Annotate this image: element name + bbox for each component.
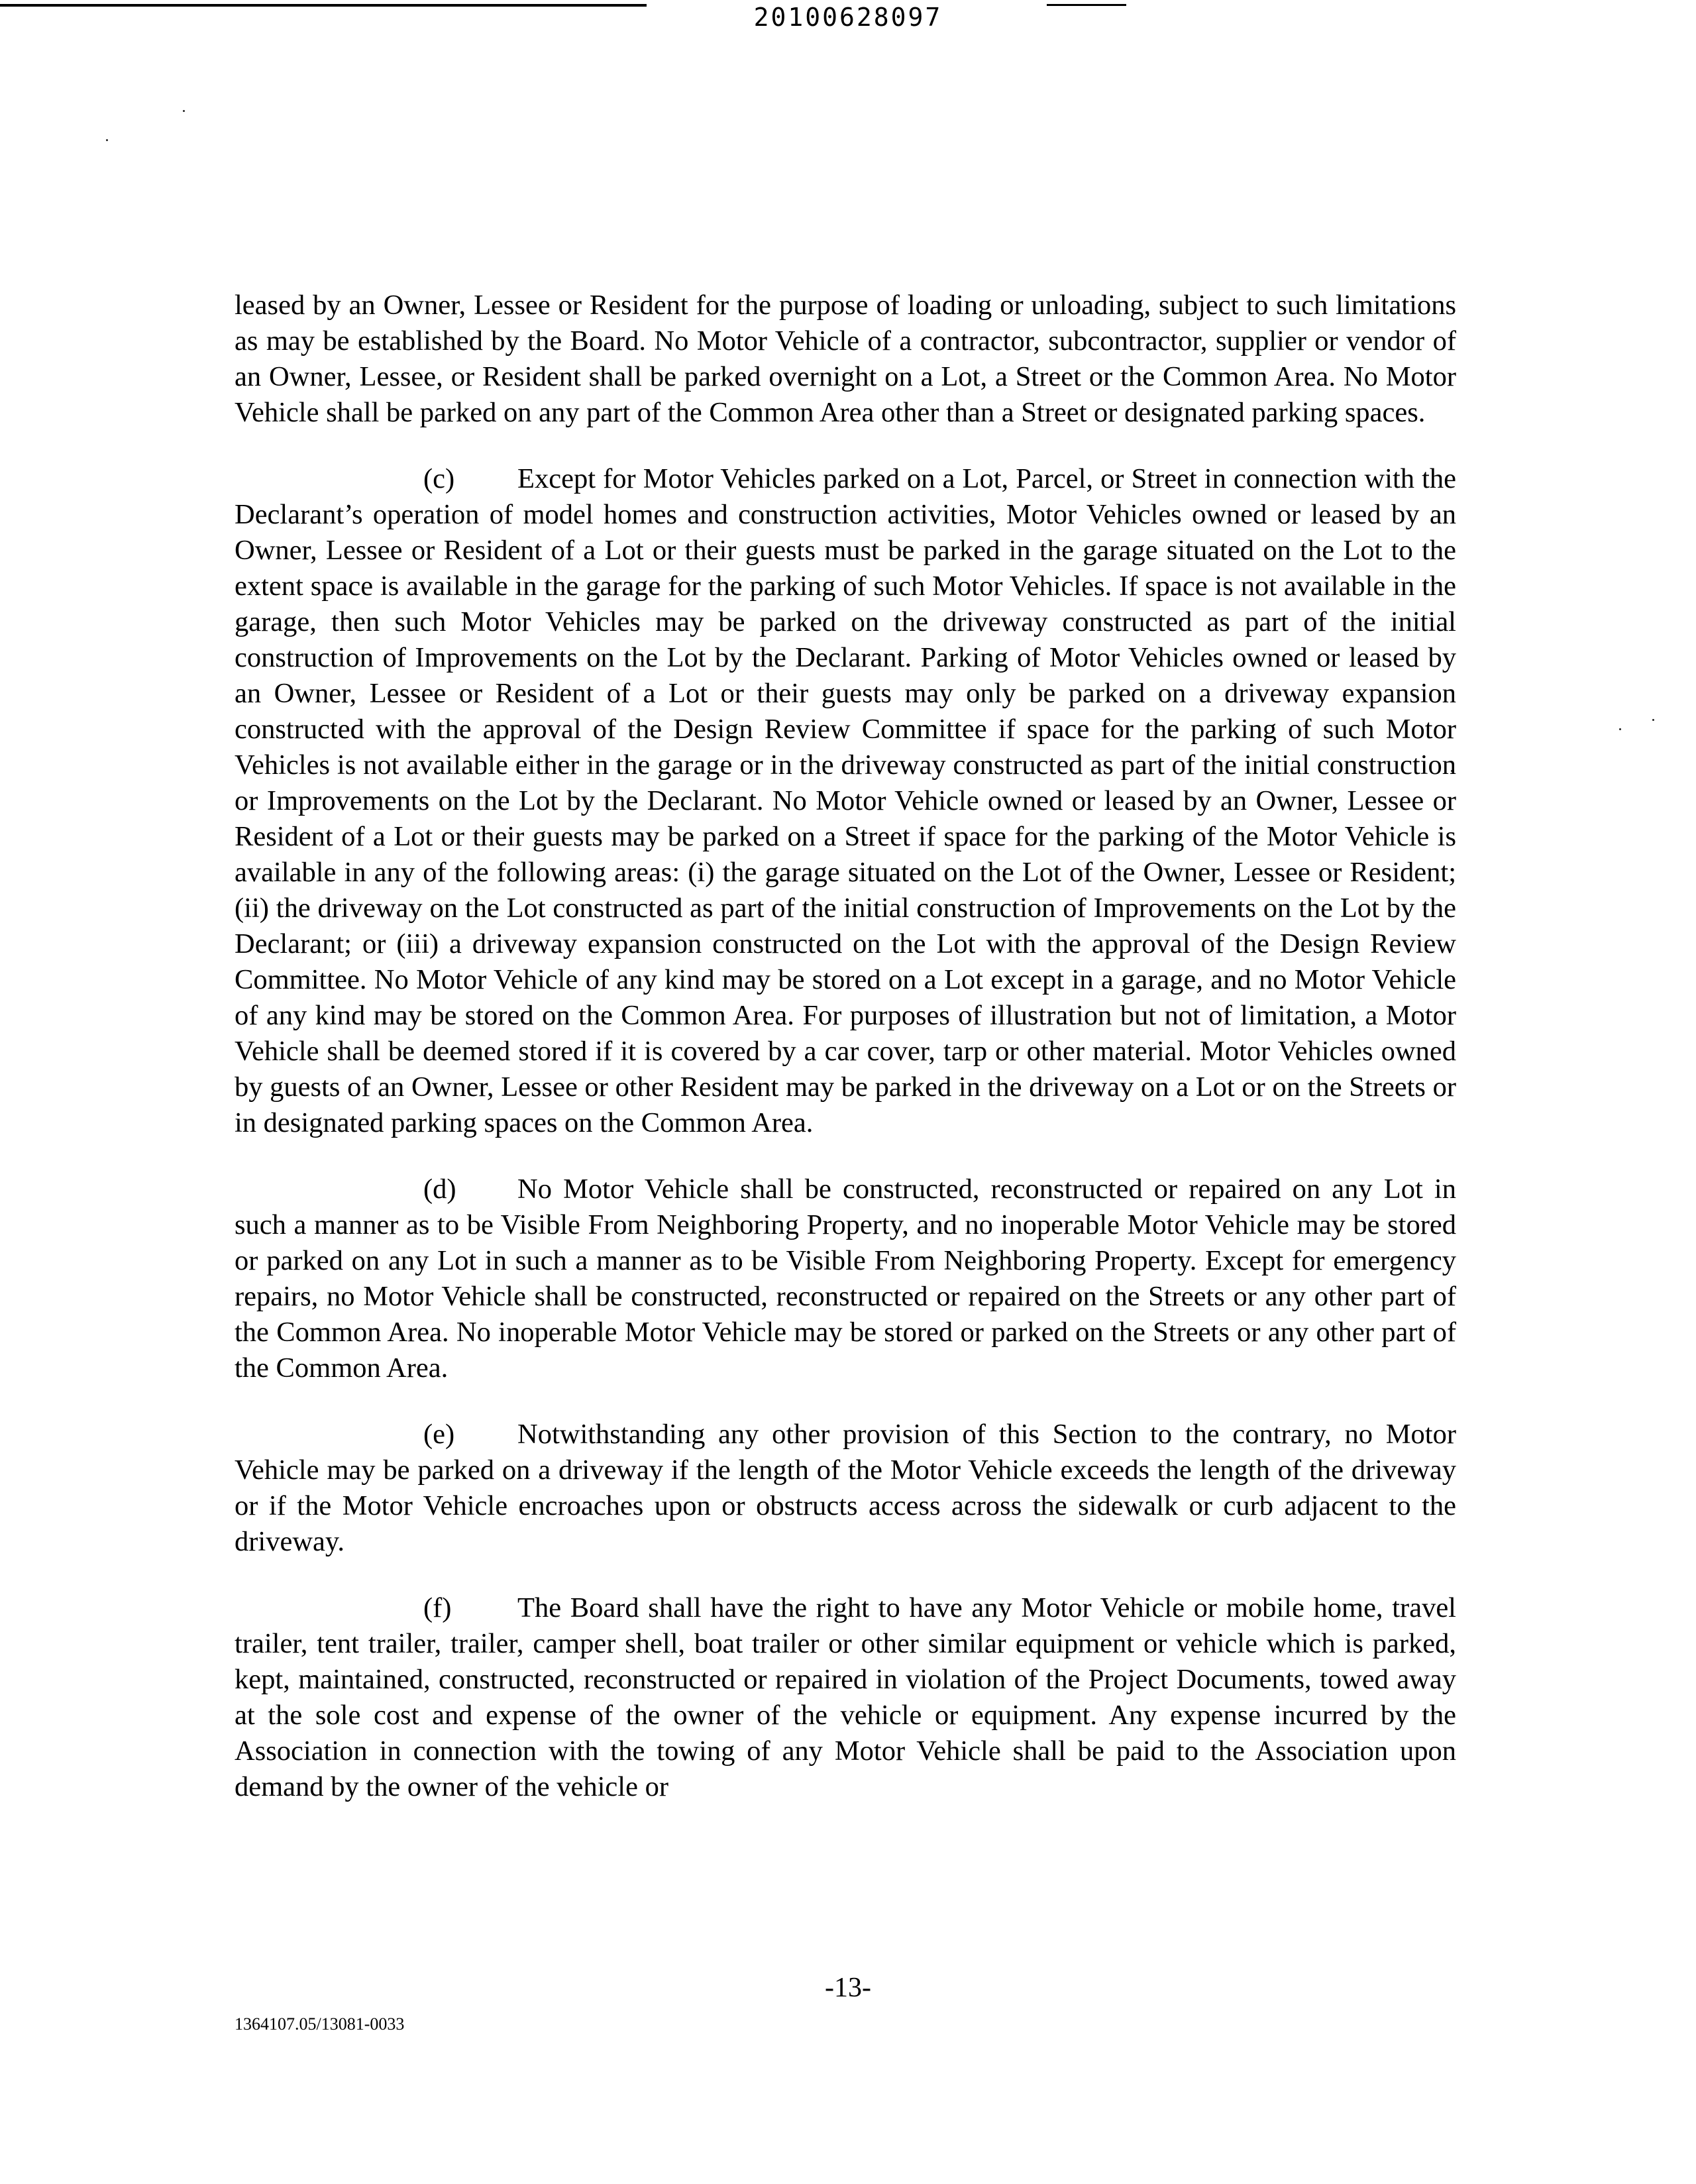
document-body (235, 288, 1456, 1835)
paragraph-text: The Board shall have the right to have any Motor Vehicle or mobile home, travel trailer, tent trailer, trailer, camper shell, boat trailer or other similar equipment or vehicle which is parked, kept, maintained, constructed, reconstructed or repaired in violation of the Project Documents, towed away at the sole cost and expense of the owner of the vehicle or equipment. Any expense incurred by the Association in connection with the towing of any Motor Vehicle shall be paid to the Association upon demand by the owner of the vehicle or (235, 1592, 1456, 1802)
scan-speck (183, 110, 185, 112)
page-number: -13- (825, 1973, 871, 2003)
document-id: 1364107.05/13081-0033 (235, 2014, 405, 2034)
paragraph-text: Except for Motor Vehicles parked on a Lot, Parcel, or Street in connection with the Declarant’s operation of model homes and construction activities, Motor Vehicles owned or leased by an Owner, Lessee or Resident of a Lot or their guests must be parked in the garage situated on the Lot to the extent space is available in the garage for the parking of such Motor Vehicles. If space is not available in the garage, then such Motor Vehicles may be parked on the driveway constructed as part of the initial construction of Improvements on the Lot by the Declarant. Parking of Motor Vehicles owned or leased by an Owner, Lessee or Resident of a Lot or their guests may only be parked on a driveway expansion constructed with the approval of the Design Review Committee if space for the parking of such Motor Vehicles is not available either in the garage or in the driveway constructed as part of the initial construction or Improvements on the Lot by the Declarant. No Motor Vehicle owned or leased by an Owner, Lessee or Resident of a Lot or their guests may be parked on a Street if space for the parking of the Motor Vehicle is available in any of the following areas: (i) the garage situated on the Lot of the Owner, Lessee or Resident; (ii) the driveway on the Lot constructed as part of the initial construction of Improvements on the Lot by the Declarant; or (iii) a driveway expansion constructed on the Lot with the approval of the Design Review Committee. No Motor Vehicle of any kind may be stored on a Lot except in a garage, and no Motor Vehicle of any kind may be stored on the Common Area. For purposes of illustration but not of limitation, a Motor Vehicle shall be deemed stored if it is covered by a car cover, tarp or other material. Motor Vehicles owned by guests of an Owner, Lessee or other Resident may be parked in the driveway on a Lot or on the Streets or in designated parking spaces on the Common Area. (235, 463, 1456, 1138)
paragraph-text: Notwithstanding any other provision of this Section to the contrary, no Motor Vehicle may be parked on a driveway if the length of the Motor Vehicle exceeds the length of the driveway or if the Motor Vehicle encroaches upon or obstructs access across the sidewalk or curb adjacent to the driveway. (235, 1419, 1456, 1557)
paragraph-continuation (235, 288, 1456, 431)
paragraph-f (235, 1590, 1456, 1805)
scan-speck (106, 139, 108, 141)
paragraph-label: (c) (423, 463, 455, 494)
paragraph-d (235, 1172, 1456, 1386)
paragraph-e (235, 1417, 1456, 1560)
recording-number: 20100628097 (753, 3, 943, 32)
paragraph-text: leased by an Owner, Lessee or Resident for the purpose of loading or unloading, subject to such limitations as may be established by the Board. No Motor Vehicle of a contractor, subcontractor, supplier or vendor of an Owner, Lessee, or Resident shall be parked overnight on a Lot, a Street or the Common Area. No Motor Vehicle shall be parked on any part of the Common Area other than a Street or designated parking spaces. (235, 290, 1456, 428)
paragraph-label: (e) (423, 1419, 455, 1450)
paragraph-label: (d) (423, 1174, 456, 1205)
paragraph-label: (f) (423, 1592, 452, 1623)
paragraph-text: No Motor Vehicle shall be constructed, reconstructed or repaired on any Lot in such a manner as to be Visible From Neighboring Property, and no inoperable Motor Vehicle may be stored or parked on any Lot in such a manner as to be Visible From Neighboring Property. Except for emergency repairs, no Motor Vehicle shall be constructed, reconstructed or repaired on the Streets or any other part of the Common Area. No inoperable Motor Vehicle may be stored or parked on the Streets or any other part of the Common Area. (235, 1174, 1456, 1384)
scan-speck (1652, 719, 1654, 721)
scan-speck (1619, 728, 1621, 730)
paragraph-c (235, 461, 1456, 1141)
